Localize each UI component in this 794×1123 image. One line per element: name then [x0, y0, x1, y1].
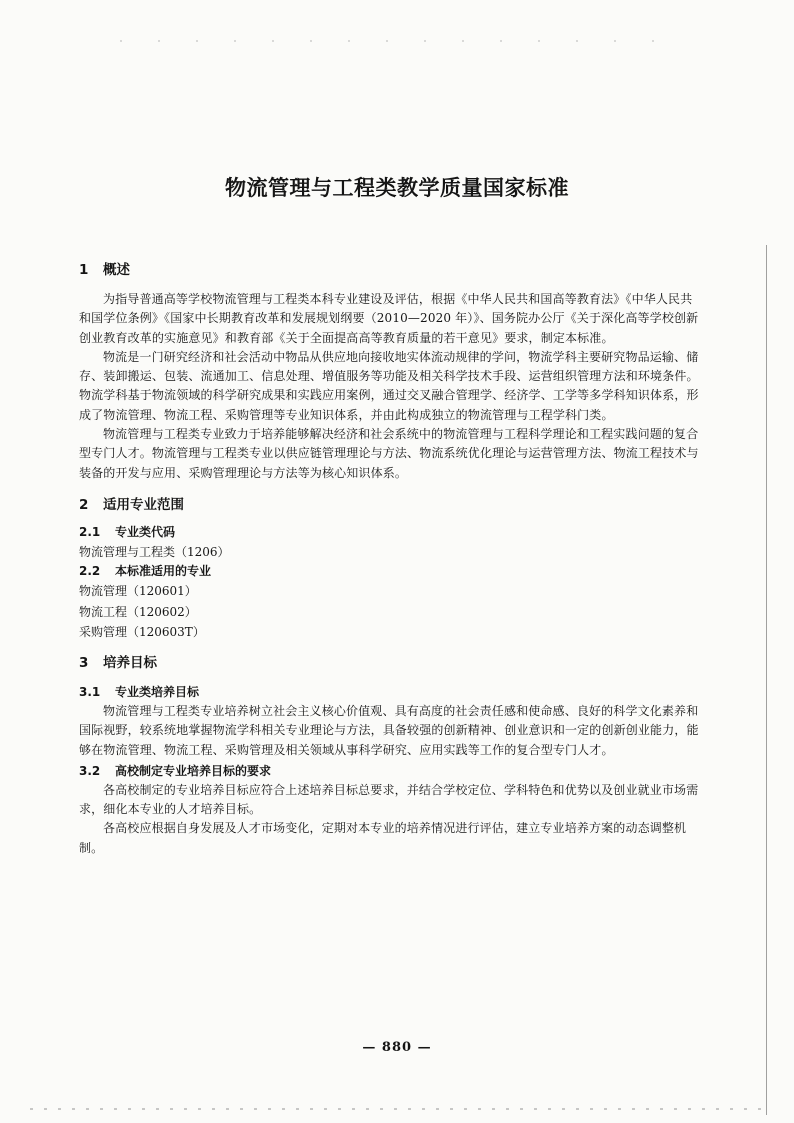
section-2-heading	[79, 495, 699, 515]
paragraph	[79, 702, 699, 760]
subsection-title: 专业类代码	[115, 524, 176, 539]
subsection-title: 高校制定专业培养目标的要求	[115, 763, 272, 778]
paragraph	[79, 781, 699, 820]
paragraph-text: 为指导普通高等学校物流管理与工程类本科专业建设及评估，根据《中华人民共和国高等教育法》《中华人民共和国学位条例》《国家中长期教育改革和发展规划纲要（2010—2020 年）》、国务院办公厅《关于深化高等学校创新创业教育改革的实施意见》和教育部《关于全面提高高等教育质量的若干意见》要求，制定本标准。	[79, 292, 699, 345]
section-title: 培养目标	[103, 654, 157, 671]
section-number: 3	[79, 654, 89, 671]
subsection-number: 3.2	[79, 763, 101, 778]
paragraph	[79, 819, 699, 858]
paragraph-text: 物流管理与工程类专业致力于培养能够解决经济和社会系统中的物流管理与工程科学理论和工程实践问题的复合型专门人才。物流管理与工程类专业以供应链管理理论与方法、物流系统优化理论与运营管理方法、物流工程技术与装备的开发与应用、采购管理理论与方法等为核心知识体系。	[79, 427, 699, 480]
page-number: — 880 —	[362, 1040, 432, 1055]
subsection-3-1-heading	[79, 683, 699, 702]
list-item: 物流管理与工程类（1206）	[79, 544, 230, 559]
subsection-3-2-heading	[79, 762, 699, 781]
section-number: 1	[79, 262, 89, 278]
subsection-title: 本标准适用的专业	[115, 564, 212, 579]
paragraph	[79, 425, 699, 483]
document-body	[79, 260, 699, 858]
section-1-heading	[79, 260, 699, 280]
scan-artifact-right-edge	[766, 245, 767, 1115]
subsection-number: 2.2	[79, 564, 101, 579]
section-number: 2	[79, 496, 89, 513]
section-3-heading	[79, 653, 699, 673]
paragraph	[79, 290, 699, 348]
subsection-number: 2.1	[79, 524, 101, 539]
section-title: 适用专业范围	[103, 496, 184, 513]
list-item: 采购管理（120603T）	[79, 625, 205, 640]
scan-artifact-top	[120, 40, 680, 42]
section-title: 概述	[103, 262, 130, 278]
paragraph-text: 物流管理与工程类专业培养树立社会主义核心价值观、具有高度的社会责任感和使命感、良好的科学文化素养和国际视野，较系统地掌握物流学科相关专业理论与方法，具备较强的创新精神、创业意识和一定的创新创业能力，能够在物流管理、物流工程、采购管理及相关领域从事科学研究、应用实践等工作的复合型专门人才。	[79, 703, 699, 757]
paragraph-text: 各高校制定的专业培养目标应符合上述培养目标总要求，并结合学校定位、学科特色和优势以及创业就业市场需求，细化本专业的人才培养目标。	[79, 782, 699, 817]
subsection-2-1-heading	[79, 523, 699, 542]
scan-artifact-bottom	[30, 1108, 770, 1110]
paragraph	[79, 348, 699, 425]
list-item: 物流管理（120601）	[79, 584, 197, 599]
subsection-2-2-heading	[79, 562, 699, 581]
document-title: 物流管理与工程类教学质量国家标准	[225, 176, 569, 200]
list-item: 物流工程（120602）	[79, 604, 197, 619]
subsection-title: 专业类培养目标	[115, 684, 200, 699]
paragraph-text: 物流是一门研究经济和社会活动中物品从供应地向接收地实体流动规律的学问，物流学科主要研究物品运输、储存、装卸搬运、包装、流通加工、信息处理、增值服务等功能及相关科学技术手段、运营组织管理方法和环境条件。物流学科基于物流领域的科学研究成果和实践应用案例，通过交叉融合管理学、经济学、工学等多学科知识体系，形成了物流管理、物流工程、采购管理等专业知识体系，并由此构成独立的物流管理与工程学科门类。	[79, 349, 699, 422]
subsection-number: 3.1	[79, 684, 101, 699]
paragraph-text: 各高校应根据自身发展及人才市场变化，定期对本专业的培养情况进行评估，建立专业培养方案的动态调整机制。	[79, 821, 687, 855]
